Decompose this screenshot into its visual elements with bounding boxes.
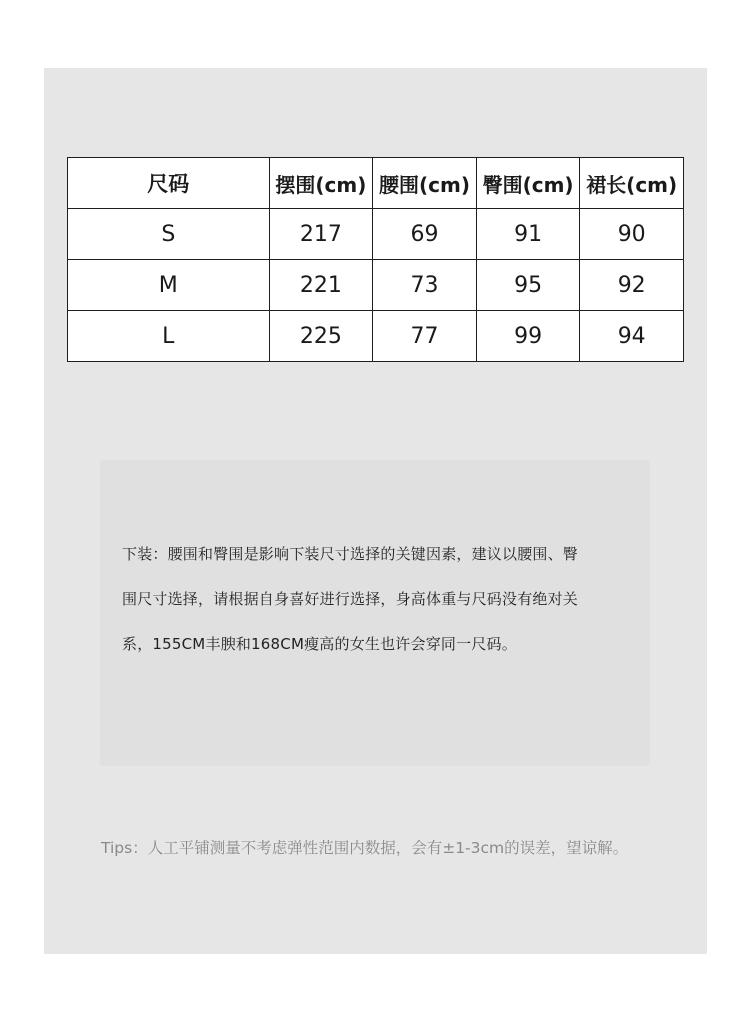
cell-skirt-length: 90 [580, 209, 684, 260]
note-text [122, 532, 637, 667]
header-hip: 臀围(cm) [476, 158, 580, 209]
cell-size: M [68, 260, 270, 311]
cell-size: L [68, 311, 270, 362]
cell-hem: 221 [269, 260, 373, 311]
cell-size: S [68, 209, 270, 260]
table-row [68, 260, 684, 311]
cell-hip: 91 [476, 209, 580, 260]
table-row [68, 311, 684, 362]
cell-waist: 69 [373, 209, 477, 260]
cell-hip: 95 [476, 260, 580, 311]
header-size: 尺码 [68, 158, 270, 209]
note-line: 下装：腰围和臀围是影响下装尺寸选择的关键因素，建议以腰围、臀 [122, 545, 579, 563]
cell-hip: 99 [476, 311, 580, 362]
content-panel [44, 68, 707, 954]
cell-skirt-length: 92 [580, 260, 684, 311]
cell-skirt-length: 94 [580, 311, 684, 362]
tips-text: Tips：人工平铺测量不考虑弹性范围内数据，会有±1-3cm的误差，望谅解。 [101, 839, 629, 857]
table-row [68, 209, 684, 260]
cell-waist: 73 [373, 260, 477, 311]
header-hem: 摆围(cm) [269, 158, 373, 209]
cell-hem: 217 [269, 209, 373, 260]
cell-waist: 77 [373, 311, 477, 362]
table-header-row [68, 158, 684, 209]
note-line: 围尺寸选择，请根据自身喜好进行选择，身高体重与尺码没有绝对关 [122, 590, 579, 608]
size-chart-table [67, 157, 684, 362]
note-box [100, 460, 650, 766]
cell-hem: 225 [269, 311, 373, 362]
header-skirt-length: 裙长(cm) [580, 158, 684, 209]
note-line: 系，155CM丰腴和168CM瘦高的女生也许会穿同一尺码。 [122, 635, 517, 653]
header-waist: 腰围(cm) [373, 158, 477, 209]
